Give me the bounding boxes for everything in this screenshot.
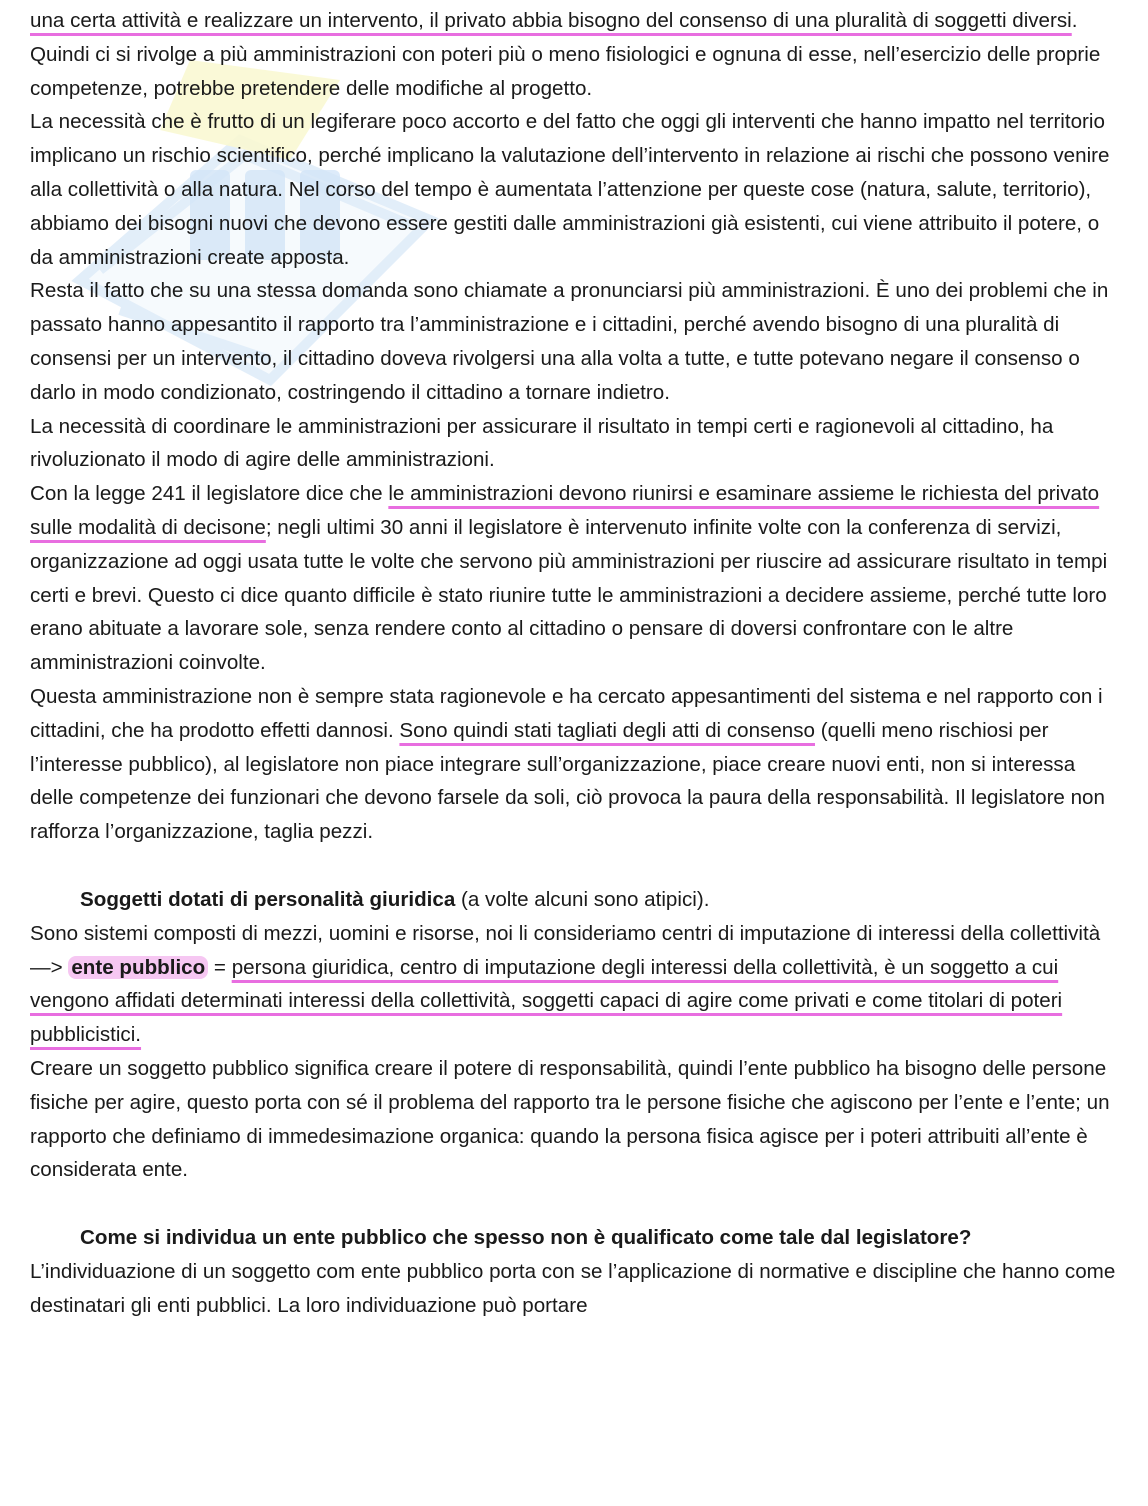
paragraph-text: Con la legge 241 il legislatore dice che xyxy=(30,482,389,506)
paragraph-text: Sono sistemi composti di mezzi, uomini e risorse, noi li consideriamo centri di imputazione di interessi della collettività —> xyxy=(30,921,1101,979)
spacer xyxy=(30,849,1120,883)
section-heading-2: Come si individua un ente pubblico che spesso non è qualificato come tale dal legislatore? xyxy=(80,1226,972,1250)
paragraph-text: . Quindi ci si rivolge a più amministrazioni con poteri più o meno fisiologici e ognuna di esse, nell’esercizio delle proprie competenze, potrebbe pretendere delle modifiche al progetto. xyxy=(30,9,1101,100)
paragraph-3: Resta il fatto che su una stessa domanda sono chiamate a pronunciarsi più amministrazioni. È uno dei problemi che in passato hanno appesantito il rapporto tra l’amministrazione e i cittadini, perché avendo bisogno di una pluralità di consensi per un intervento, il cittadino doveva rivolgersi una alla volta a tutte, e tutte potevano negare il consenso o darlo in modo condizionato, costringendo il cittadino a tornare indietro. xyxy=(30,279,1109,404)
underlined-text: Sono quindi stati tagliati degli atti di consenso xyxy=(399,718,815,742)
paragraph-2: La necessità che è frutto di un legiferare poco accorto e del fatto che oggi gli interventi che hanno impatto nel territorio implicano un rischio scientifico, perché implicano la valutazione dell’intervento in relazione ai rischi che possono venire alla collettività o alla natura. Nel corso del tempo è aumentata l’attenzione per queste cose (natura, salute, territorio), abbiamo dei bisogni nuovi che devono essere gestiti dalle amministrazioni già esistenti, cui viene attribuito il potere, o da amministrazioni create apposta. xyxy=(30,110,1110,269)
paragraph-text: Questa amministrazione non è sempre stata ragionevole e ha cercato appesantimenti del sistema e nel rapporto con i cittadini, che ha prodotto effetti dannosi. xyxy=(30,684,1103,742)
paragraph-9: L’individuazione di un soggetto com ente pubblico porta con se l’applicazione di normative e discipline che hanno come destinatari gli enti pubblici. La loro individuazione può portare xyxy=(30,1259,1116,1317)
paragraph-6 xyxy=(30,680,1120,849)
paragraph-8: Creare un soggetto pubblico significa creare il potere di responsabilità, quindi l’ente pubblico ha bisogno delle persone fisiche per agire, questo porta con sé il problema del rapporto tra le persone fisiche che agiscono per l’ente e l’ente; un rapporto che definiamo di immedesimazione organica: quando la persona fisica agisce per i poteri attribuiti all’ente è considerata ente. xyxy=(30,1056,1110,1182)
paragraph-text: (quelli meno rischiosi per l’interesse pubblico), al legislatore non piace integrare sull’organizzazione, piace creare nuovi enti, non si interessa delle competenze dei funzionari che devono farsele da soli, ciò provoca la paura della responsabilità. Il legislatore non rafforza l’organizzazione, taglia pezzi. xyxy=(30,718,1105,844)
paragraph-text: = xyxy=(208,955,232,979)
spacer xyxy=(30,1187,1120,1221)
highlighted-term: ente pubblico xyxy=(68,956,208,979)
section-heading-1 xyxy=(30,883,1120,917)
underlined-text: persona giuridica, centro di imputazione degli interessi della collettività, è un soggetto a cui vengono affidati determinati interessi della collettività, soggetti capaci di agire come privati e come titolari di poteri pubblicistici. xyxy=(30,955,1063,1047)
paragraph-4: La necessità di coordinare le amministrazioni per assicurare il risultato in tempi certi e ragionevoli al cittadino, ha rivoluzionato il modo di agire delle amministrazioni. xyxy=(30,414,1054,472)
paragraph-text: ; negli ultimi 30 anni il legislatore è intervenuto infinite volte con la conferenza di servizi, organizzazione ad oggi usata tutte le volte che servono più amministrazioni per riuscire ad assicurare risultato in tempi certi e brevi. Questo ci dice quanto difficile è stato riunire tutte le amministrazioni a decidere assieme, perché tutte loro erano abituate a lavorare sole, senza rendere conto al cittadino o pensare di doversi confrontare con le altre amministrazioni coinvolte. xyxy=(30,515,1108,675)
heading-bold-text: Soggetti dotati di personalità giuridica xyxy=(80,887,456,911)
heading-note: (a volte alcuni sono atipici). xyxy=(455,887,710,911)
underlined-text: le amministrazioni devono riunirsi e esaminare assieme le richiesta del privato sulle modalità di decisone xyxy=(30,482,1100,539)
paragraph-1 xyxy=(30,4,1120,105)
paragraph-7 xyxy=(30,917,1120,1052)
underlined-text: una certa attività e realizzare un intervento, il privato abbia bisogno del consenso di una pluralità di soggetti diversi xyxy=(30,9,1072,32)
paragraph-5 xyxy=(30,477,1120,680)
document-body xyxy=(30,4,1120,1322)
